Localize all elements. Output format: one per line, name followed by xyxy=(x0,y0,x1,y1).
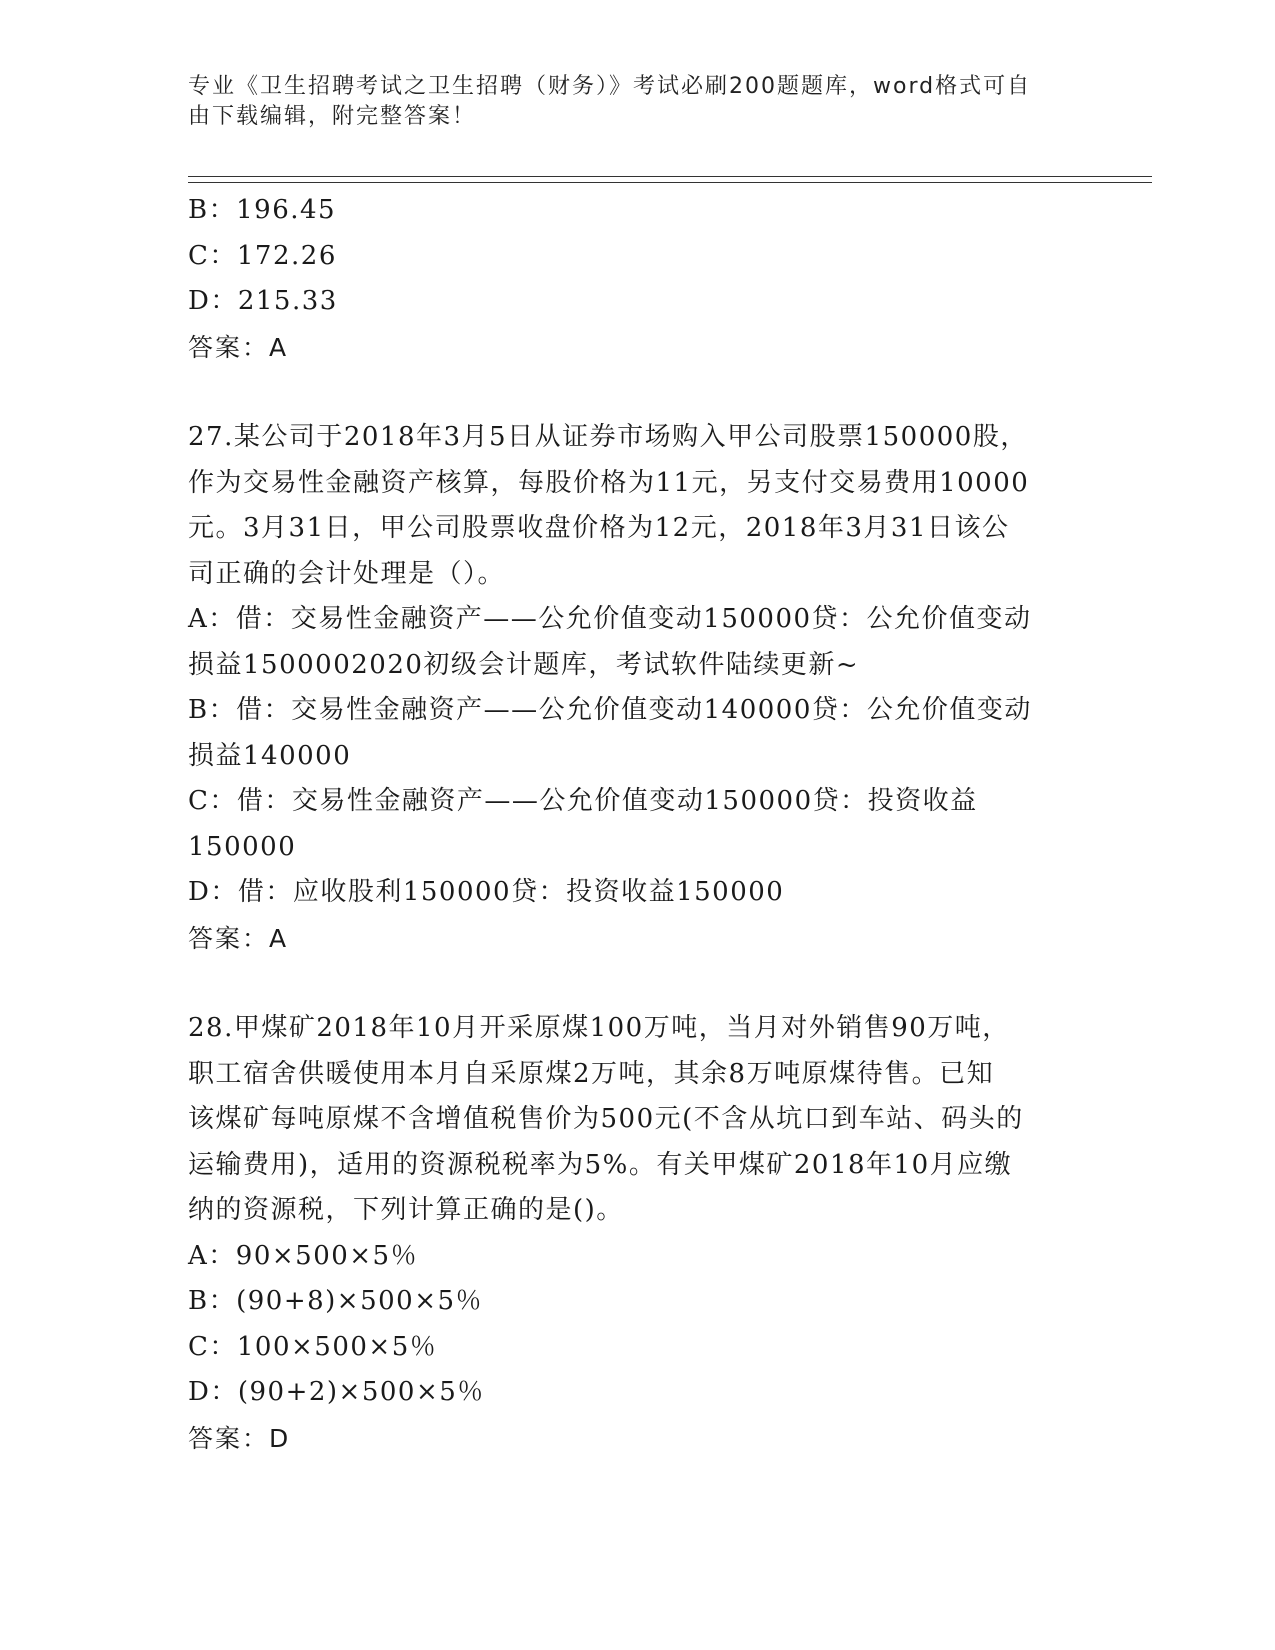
question-27 xyxy=(188,415,1078,961)
q27-option-b-line-1: B：借：交易性金融资产——公允价值变动140000贷：公允价值变动 xyxy=(188,695,1032,725)
q26-option-d: D：215.33 xyxy=(188,286,338,316)
q27-answer: 答案：A xyxy=(188,923,289,953)
q27-stem-line-3: 元。3月31日，甲公司股票收盘价格为12元，2018年3月31日该公 xyxy=(188,513,1010,543)
q27-option-c-line-1: C：借：交易性金融资产——公允价值变动150000贷：投资收益 xyxy=(188,786,978,816)
q27-option-c-line-2: 150000 xyxy=(188,831,297,862)
q28-option-d: D：(90+2)×500×5％ xyxy=(188,1377,485,1407)
q28-answer: 答案：D xyxy=(188,1423,291,1453)
q28-stem-line-4: 运输费用)，适用的资源税税率为5%。有关甲煤矿2018年10月应缴 xyxy=(188,1149,1013,1180)
q27-option-b-line-2: 损益140000 xyxy=(188,740,352,771)
document-body xyxy=(188,188,1078,1461)
question-26-options xyxy=(188,188,1078,370)
header-divider-bottom xyxy=(188,182,1152,183)
q26-option-b: B：196.45 xyxy=(188,195,337,225)
q28-option-a: A：90×500×5％ xyxy=(188,1240,419,1271)
header-line-2: 由下载编辑，附完整答案！ xyxy=(188,104,477,129)
q28-stem-line-3: 该煤矿每吨原煤不含增值税售价为500元(不含从坑口到车站、码头的 xyxy=(188,1104,1024,1134)
q27-stem-line-1: 27.某公司于2018年3月5日从证券市场购入甲公司股票150000股， xyxy=(188,422,1028,452)
q27-option-a-line-2: 损益1500002020初级会计题库，考试软件陆续更新~ xyxy=(188,649,860,680)
question-28 xyxy=(188,1006,1078,1461)
header-line-1: 专业《卫生招聘考试之卫生招聘（财务）》考试必刷200题题库，word格式可自 xyxy=(188,74,1032,99)
q28-stem-line-5: 纳的资源税，下列计算正确的是()。 xyxy=(188,1195,624,1225)
spacer xyxy=(188,370,1078,415)
q27-stem-line-4: 司正确的会计处理是（）。 xyxy=(188,558,506,589)
q27-option-d: D：借：应收股利150000贷：投资收益150000 xyxy=(188,877,785,907)
q28-option-c: C：100×500×5％ xyxy=(188,1331,438,1362)
q27-option-a-line-1: A：借：交易性金融资产——公允价值变动150000贷：公允价值变动 xyxy=(188,604,1032,634)
q26-option-c: C：172.26 xyxy=(188,240,337,271)
q28-stem-line-1: 28.甲煤矿2018年10月开采原煤100万吨，当月对外销售90万吨， xyxy=(188,1013,1010,1043)
document-header xyxy=(188,72,1068,132)
spacer xyxy=(188,961,1078,1006)
header-divider-top xyxy=(188,176,1152,177)
q26-answer: 答案：A xyxy=(188,332,289,362)
q27-stem-line-2: 作为交易性金融资产核算，每股价格为11元，另支付交易费用10000 xyxy=(188,467,1030,498)
q28-stem-line-2: 职工宿舍供暖使用本月自采原煤2万吨，其余8万吨原煤待售。已知 xyxy=(188,1058,995,1089)
q28-option-b: B：(90+8)×500×5％ xyxy=(188,1286,484,1316)
